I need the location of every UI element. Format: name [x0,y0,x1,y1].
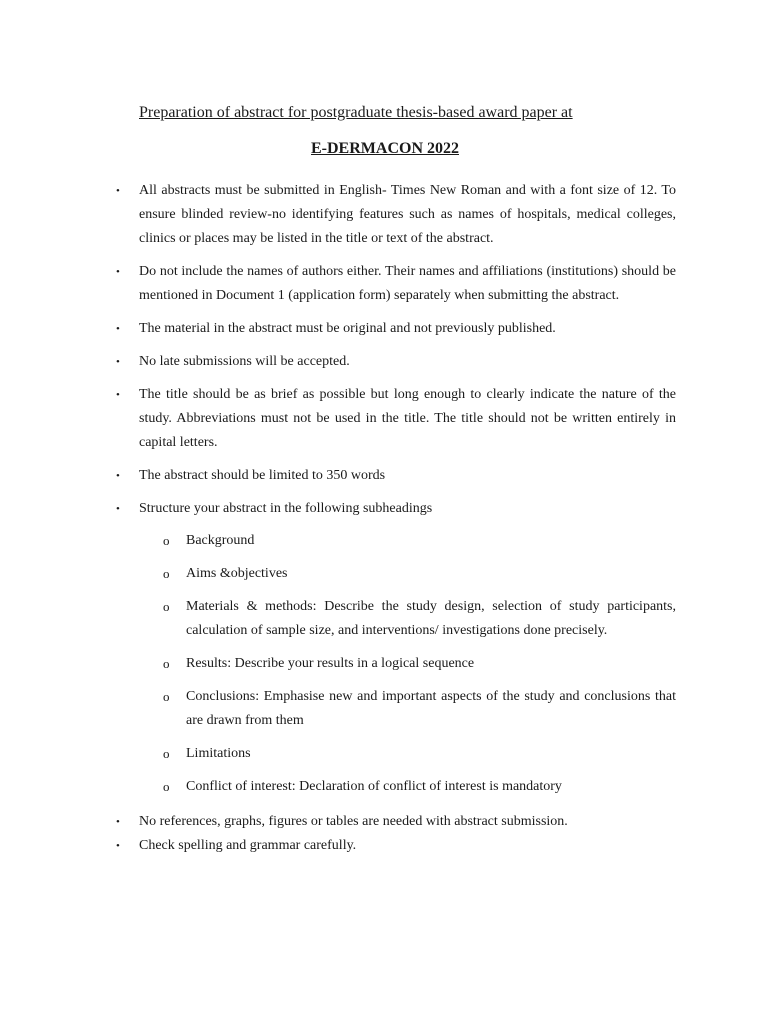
circle-bullet-icon: o [163,656,170,671]
sub-list-item [139,685,676,733]
list-item-text: Do not include the names of authors either. Their names and affiliations (institutions) should be mentioned in Document 1 (application form) separately when submitting the abstract. [139,264,676,303]
list-item-text: Check spelling and grammar carefully. [139,838,357,853]
sub-list-item [139,775,676,799]
sub-list-item [139,652,676,676]
bullet-icon: • [116,185,120,197]
sub-list-item-text: Conclusions: Emphasise new and important aspects of the study and conclusions that are drawn from them [186,689,676,728]
list-item-text: No late submissions will be accepted. [139,354,350,369]
bullet-icon: • [116,470,120,482]
sub-list-item-text: Background [186,533,255,548]
guidelines-list [0,179,770,858]
circle-bullet-icon: o [163,746,170,761]
circle-bullet-icon: o [163,689,170,704]
bullet-icon: • [116,816,120,828]
subheadings-list [139,529,676,799]
list-item-text: The abstract should be limited to 350 words [139,468,386,483]
bullet-icon: • [116,356,120,368]
list-item-text: The title should be as brief as possible but long enough to clearly indicate the nature of the study. Abbreviations must not be used in the title. The title should not be written entirely in capital letters. [139,387,676,450]
list-item [0,834,676,858]
bullet-icon: • [116,389,120,401]
circle-bullet-icon: o [163,566,170,581]
bullet-icon: • [116,266,120,278]
list-item [0,497,676,799]
sub-list-item-text: Materials & methods: Describe the study design, selection of study participants, calculation of sample size, and interventions/ investigations done precisely. [186,599,676,638]
list-item-text: The material in the abstract must be original and not previously published. [139,321,556,336]
list-item [0,810,676,834]
circle-bullet-icon: o [163,533,170,548]
list-item-text: All abstracts must be submitted in English- Times New Roman and with a font size of 12. To ensure blinded review-no identifying features such as names of hospitals, medical colleges, clinics or places may be listed in the title or text of the abstract. [139,183,676,246]
list-item [0,350,676,374]
bullet-icon: • [116,503,120,515]
circle-bullet-icon: o [163,779,170,794]
list-item-text: Structure your abstract in the following subheadings [139,501,433,516]
sub-list-item-text: Conflict of interest: Declaration of conflict of interest is mandatory [186,779,562,794]
document-subtitle: E-DERMACON 2022 [311,140,459,157]
list-item [0,179,676,251]
bullet-icon: • [116,323,120,335]
sub-list-item-text: Results: Describe your results in a logical sequence [186,656,475,671]
list-item [0,464,676,488]
sub-list-item-text: Limitations [186,746,251,761]
sub-list-item [139,562,676,586]
sub-list-item-text: Aims &objectives [186,566,288,581]
sub-list-item [139,595,676,643]
document-title: Preparation of abstract for postgraduate thesis-based award paper at [139,104,573,121]
circle-bullet-icon: o [163,599,170,614]
list-item-text: No references, graphs, figures or tables are needed with abstract submission. [139,814,568,829]
list-item [0,383,676,455]
list-item [0,260,676,308]
list-item [0,317,676,341]
bullet-icon: • [116,840,120,852]
sub-list-item [139,529,676,553]
sub-list-item [139,742,676,766]
